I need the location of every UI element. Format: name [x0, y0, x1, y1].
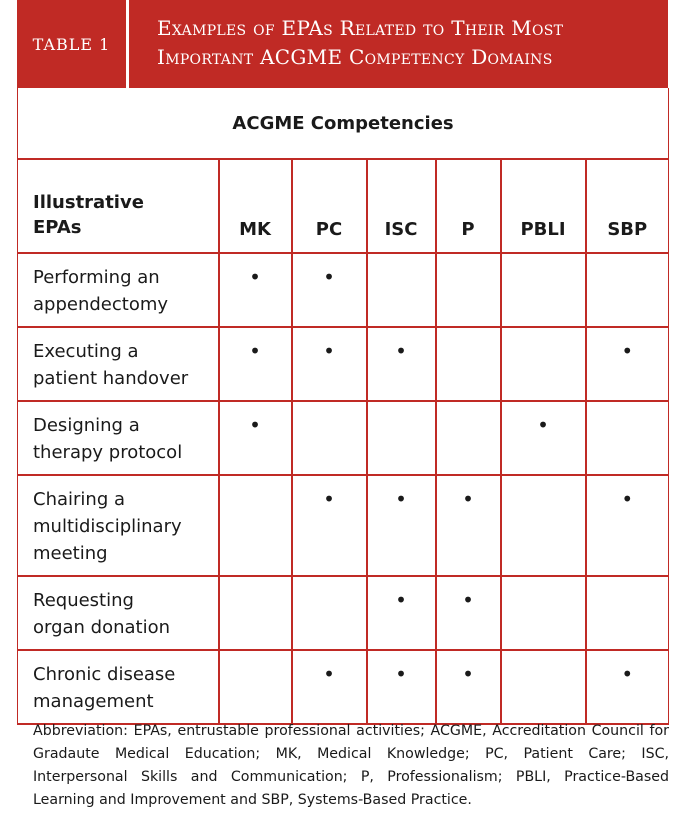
table-row: [18, 650, 669, 724]
mark-cell-p: •: [436, 650, 501, 724]
mark-cell-isc: [367, 401, 436, 475]
epa-cell: [18, 576, 219, 650]
epa-cell: [18, 327, 219, 401]
mark-cell-mk: [219, 475, 292, 576]
mark-cell-pc: •: [292, 650, 367, 724]
mark-cell-sbp: •: [586, 650, 669, 724]
mark-cell-mk: •: [219, 327, 292, 401]
mark-cell-isc: [367, 253, 436, 327]
mark-cell-isc: •: [367, 576, 436, 650]
column-header-pc: PC: [292, 159, 367, 253]
epa-header-line-2: EPAs: [33, 217, 82, 238]
caption-line-2: Important ACGME Competency Domains: [157, 45, 553, 69]
epa-text-line: management: [33, 691, 154, 712]
column-header-pbli: PBLI: [501, 159, 586, 253]
epa-text-line: multidisciplinary: [33, 516, 182, 537]
mark-cell-p: [436, 327, 501, 401]
mark-cell-pc: •: [292, 253, 367, 327]
epa-text-line: organ donation: [33, 617, 171, 638]
abbreviation-footnote: Abbreviation: EPAs, entrustable professional activities; ACGME, Accreditation Council for Gradaute Medical Education; MK, Medical Knowledge; PC, Patient Care; ISC, Interpersonal Skills and Communication; P, Professionalism; PBLI, Practice-Based Learning and Improvement and SBP, Systems-Based Practice.: [33, 723, 669, 808]
mark-cell-p: •: [436, 576, 501, 650]
mark-cell-pbli: [501, 253, 586, 327]
epa-cell: [18, 475, 219, 576]
table-row: [18, 253, 669, 327]
table-row: [18, 327, 669, 401]
column-header-isc: ISC: [367, 159, 436, 253]
mark-cell-p: [436, 401, 501, 475]
epa-text-line: appendectomy: [33, 294, 169, 315]
mark-cell-pbli: [501, 327, 586, 401]
epa-cell: [18, 253, 219, 327]
mark-cell-sbp: [586, 576, 669, 650]
mark-cell-pc: [292, 576, 367, 650]
epa-text-line: patient handover: [33, 368, 189, 389]
mark-cell-mk: [219, 650, 292, 724]
epa-cell: [18, 650, 219, 724]
epa-text-line: therapy protocol: [33, 442, 183, 463]
header-divider: [126, 0, 129, 88]
mark-cell-isc: •: [367, 650, 436, 724]
epa-header-line-1: Illustrative: [33, 192, 144, 213]
mark-cell-pc: •: [292, 327, 367, 401]
mark-cell-p: [436, 253, 501, 327]
mark-cell-pc: [292, 401, 367, 475]
mark-cell-pbli: [501, 650, 586, 724]
column-header-row: [18, 159, 669, 253]
table-row: [18, 475, 669, 576]
mark-cell-pbli: [501, 576, 586, 650]
table-row: [18, 401, 669, 475]
mark-cell-mk: [219, 576, 292, 650]
epa-text-line: Chairing a: [33, 489, 125, 510]
table-number-label: TABLE 1: [32, 34, 111, 54]
mark-cell-sbp: [586, 401, 669, 475]
epa-text-line: meeting: [33, 543, 108, 564]
epa-text-line: Designing a: [33, 415, 140, 436]
mark-cell-p: •: [436, 475, 501, 576]
mark-cell-sbp: •: [586, 475, 669, 576]
epa-text-line: Requesting: [33, 590, 134, 611]
mark-cell-isc: •: [367, 475, 436, 576]
epa-column-header: [18, 159, 219, 253]
table-row: [18, 576, 669, 650]
mark-cell-sbp: [586, 253, 669, 327]
caption-line-1: Examples of EPAs Related to Their Most: [157, 16, 564, 40]
competencies-heading: ACGME Competencies: [18, 88, 669, 159]
epa-text-line: Performing an: [33, 267, 160, 288]
mark-cell-pbli: [501, 475, 586, 576]
column-header-mk: MK: [219, 159, 292, 253]
column-header-p: P: [436, 159, 501, 253]
epa-text-line: Executing a: [33, 341, 139, 362]
table-caption: [157, 14, 657, 72]
epa-cell: [18, 401, 219, 475]
mark-cell-pbli: •: [501, 401, 586, 475]
mark-cell-pc: •: [292, 475, 367, 576]
epa-competency-table: [17, 88, 669, 725]
mark-cell-isc: •: [367, 327, 436, 401]
competencies-heading-row: [18, 88, 669, 159]
mark-cell-mk: •: [219, 401, 292, 475]
epa-text-line: Chronic disease: [33, 664, 176, 685]
mark-cell-mk: •: [219, 253, 292, 327]
column-header-sbp: SBP: [586, 159, 669, 253]
mark-cell-sbp: •: [586, 327, 669, 401]
